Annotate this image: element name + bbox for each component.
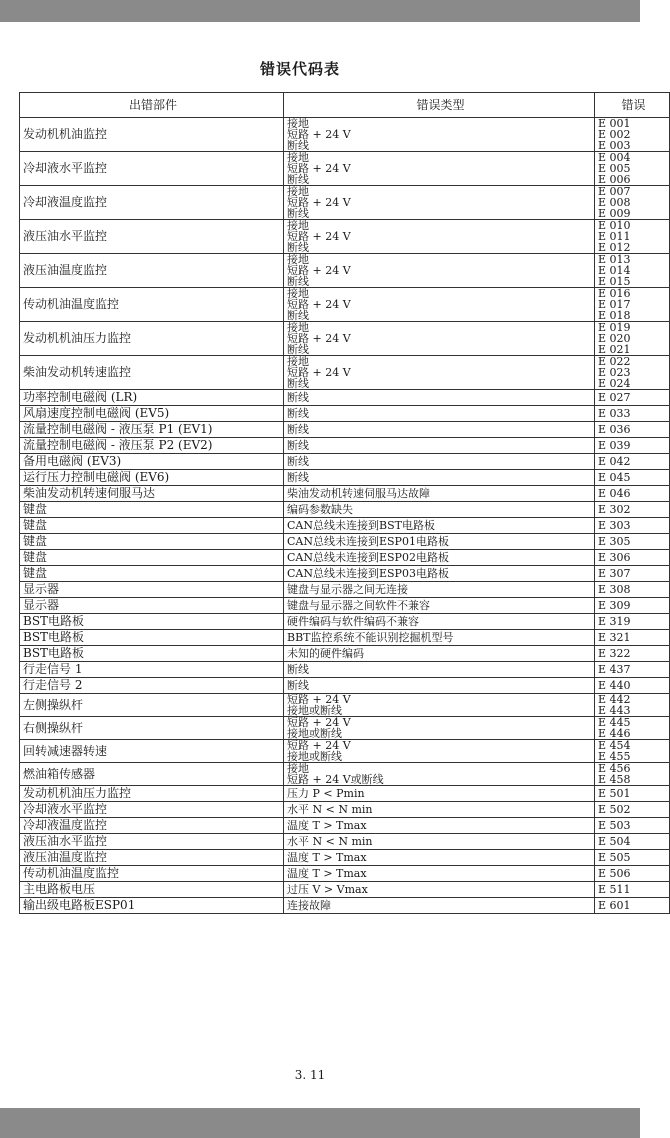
error-code-table-container [19, 92, 646, 1051]
error-code: E 005 [598, 162, 631, 175]
row-error-types [284, 152, 595, 186]
error-code: E 440 [598, 679, 631, 692]
row-error-codes [595, 486, 670, 502]
table-row [20, 220, 670, 254]
error-type: 断线 [287, 439, 309, 452]
row-error-types [284, 438, 595, 454]
error-code: E 505 [598, 851, 631, 864]
error-type: CAN总线未连接到ESP03电路板 [287, 567, 449, 580]
error-code: E 042 [598, 455, 631, 468]
row-error-codes [595, 694, 670, 717]
row-part: 发动机机油监控 [20, 118, 284, 152]
error-code: E 017 [598, 298, 631, 311]
table-row [20, 882, 670, 898]
error-type: 过压 V > Vmax [287, 883, 368, 896]
row-error-codes [595, 834, 670, 850]
error-code: E 046 [598, 487, 631, 500]
row-error-types [284, 470, 595, 486]
error-type: CAN总线未连接到ESP02电路板 [287, 551, 449, 564]
error-type: 接地 [287, 219, 309, 232]
table-row [20, 834, 670, 850]
row-error-types [284, 866, 595, 882]
table-row [20, 406, 670, 422]
row-error-codes [595, 534, 670, 550]
row-error-codes [595, 186, 670, 220]
row-part: BST电路板 [20, 630, 284, 646]
row-part: 柴油发动机转速伺服马达 [20, 486, 284, 502]
error-code: E 456 [598, 762, 631, 775]
row-part: 键盘 [20, 534, 284, 550]
error-code: E 303 [598, 519, 631, 532]
row-error-codes [595, 550, 670, 566]
table-row [20, 454, 670, 470]
row-error-types [284, 662, 595, 678]
error-type: 短路 + 24 V [287, 366, 351, 379]
row-error-types [284, 882, 595, 898]
row-part: 传动机油温度监控 [20, 288, 284, 322]
row-error-types [284, 390, 595, 406]
bottom-frame-band [0, 1108, 640, 1138]
page-title: 错误代码表 [259, 60, 340, 78]
error-code: E 039 [598, 439, 631, 452]
error-type: 断线 [287, 309, 309, 322]
row-error-codes [595, 518, 670, 534]
row-error-types [284, 454, 595, 470]
error-type: 断线 [287, 207, 309, 220]
row-error-codes [595, 786, 670, 802]
row-part: 备用电磁阀 (EV3) [20, 454, 284, 470]
table-row [20, 502, 670, 518]
error-type: 接地或断线 [287, 750, 342, 763]
row-error-codes [595, 898, 670, 914]
error-type: 断线 [287, 343, 309, 356]
row-error-types [284, 786, 595, 802]
top-frame-band [0, 0, 640, 22]
error-code: E 019 [598, 321, 631, 334]
row-error-codes [595, 717, 670, 740]
error-code: E 309 [598, 599, 631, 612]
row-error-codes [595, 646, 670, 662]
table-row [20, 518, 670, 534]
row-error-types [284, 422, 595, 438]
row-part: 键盘 [20, 550, 284, 566]
table-row [20, 550, 670, 566]
row-error-types [284, 220, 595, 254]
error-code: E 006 [598, 173, 631, 186]
error-code: E 003 [598, 139, 631, 152]
row-error-codes [595, 422, 670, 438]
header-error-type: 错误类型 [284, 93, 595, 118]
table-row [20, 786, 670, 802]
row-error-codes [595, 582, 670, 598]
row-error-types [284, 288, 595, 322]
error-code: E 319 [598, 615, 631, 628]
error-type: 接地 [287, 151, 309, 164]
error-code: E 446 [598, 727, 631, 740]
row-error-codes [595, 152, 670, 186]
row-error-codes [595, 288, 670, 322]
row-error-types [284, 118, 595, 152]
row-part: BST电路板 [20, 614, 284, 630]
error-code: E 014 [598, 264, 631, 277]
row-error-types [284, 834, 595, 850]
row-part: 行走信号 2 [20, 678, 284, 694]
error-code: E 302 [598, 503, 631, 516]
row-part: 柴油发动机转速监控 [20, 356, 284, 390]
row-error-codes [595, 566, 670, 582]
error-code: E 322 [598, 647, 631, 660]
row-error-types [284, 614, 595, 630]
error-type: 水平 N < N min [287, 803, 373, 816]
row-error-types [284, 646, 595, 662]
row-error-codes [595, 118, 670, 152]
error-code: E 015 [598, 275, 631, 288]
error-type: 温度 T > Tmax [287, 819, 367, 832]
error-type: 连接故障 [287, 899, 331, 912]
error-type: 断线 [287, 275, 309, 288]
error-code: E 021 [598, 343, 631, 356]
row-part: 键盘 [20, 518, 284, 534]
error-code: E 022 [598, 355, 631, 368]
row-error-types [284, 356, 595, 390]
table-row [20, 694, 670, 717]
row-error-types [284, 898, 595, 914]
table-header-row [20, 93, 670, 118]
table-row [20, 186, 670, 220]
row-error-types [284, 518, 595, 534]
row-part: 输出级电路板ESP01 [20, 898, 284, 914]
error-code: E 501 [598, 787, 631, 800]
row-part: 键盘 [20, 566, 284, 582]
error-type: 断线 [287, 407, 309, 420]
table-body [20, 118, 670, 914]
table-row [20, 866, 670, 882]
error-code: E 008 [598, 196, 631, 209]
row-error-types [284, 818, 595, 834]
row-error-types [284, 582, 595, 598]
row-part: 主电路板电压 [20, 882, 284, 898]
table-row [20, 118, 670, 152]
error-code: E 503 [598, 819, 631, 832]
error-type: 短路 + 24 V [287, 230, 351, 243]
row-part: 流量控制电磁阀 - 液压泵 P1 (EV1) [20, 422, 284, 438]
row-part: 显示器 [20, 582, 284, 598]
table-row [20, 356, 670, 390]
error-code: E 442 [598, 693, 631, 706]
error-code: E 012 [598, 241, 631, 254]
row-error-codes [595, 254, 670, 288]
error-code: E 502 [598, 803, 631, 816]
header-part: 出错部件 [20, 93, 284, 118]
row-error-codes [595, 850, 670, 866]
row-error-types [284, 740, 595, 763]
error-code: E 013 [598, 253, 631, 266]
row-part: 运行压力控制电磁阀 (EV6) [20, 470, 284, 486]
table-row [20, 288, 670, 322]
row-part: 左侧操纵杆 [20, 694, 284, 717]
page-number: 3. 11 [294, 1068, 326, 1082]
error-code: E 601 [598, 899, 631, 912]
error-type: 压力 P < Pmin [287, 787, 365, 800]
error-code: E 020 [598, 332, 631, 345]
row-part: 回转减速器转速 [20, 740, 284, 763]
row-error-types [284, 598, 595, 614]
row-error-types [284, 502, 595, 518]
error-type: 短路 + 24 V [287, 693, 351, 706]
table-row [20, 898, 670, 914]
error-type: 柴油发动机转速伺服马达故障 [287, 487, 430, 500]
row-part: 发动机机油压力监控 [20, 322, 284, 356]
table-row [20, 802, 670, 818]
error-type: 断线 [287, 173, 309, 186]
table-row [20, 152, 670, 186]
error-code-table [19, 92, 670, 914]
row-part: 液压油水平监控 [20, 220, 284, 254]
row-error-types [284, 630, 595, 646]
error-type: 短路 + 24 V [287, 128, 351, 141]
table-row [20, 630, 670, 646]
row-error-codes [595, 406, 670, 422]
row-part: 冷却液水平监控 [20, 152, 284, 186]
row-error-types [284, 566, 595, 582]
row-error-types [284, 534, 595, 550]
table-row [20, 422, 670, 438]
row-error-types [284, 322, 595, 356]
row-error-types [284, 254, 595, 288]
error-type: 接地 [287, 287, 309, 300]
row-error-types [284, 678, 595, 694]
row-part: 液压油温度监控 [20, 850, 284, 866]
error-type: 编码参数缺失 [287, 503, 353, 516]
table-row [20, 390, 670, 406]
error-type: 接地 [287, 185, 309, 198]
error-type: CAN总线未连接到BST电路板 [287, 519, 435, 532]
table-row [20, 646, 670, 662]
row-part: 冷却液水平监控 [20, 802, 284, 818]
row-part: 风扇速度控制电磁阀 (EV5) [20, 406, 284, 422]
row-part: 冷却液温度监控 [20, 818, 284, 834]
error-type: 短路 + 24 V [287, 196, 351, 209]
table-row [20, 818, 670, 834]
error-type: 接地或断线 [287, 704, 342, 717]
row-error-codes [595, 882, 670, 898]
table-row [20, 740, 670, 763]
error-type: 温度 T > Tmax [287, 867, 367, 880]
row-part: 燃油箱传感器 [20, 763, 284, 786]
error-code: E 443 [598, 704, 631, 717]
error-code: E 027 [598, 391, 631, 404]
error-type: 短路 + 24 V或断线 [287, 773, 384, 786]
row-error-codes [595, 630, 670, 646]
error-code: E 306 [598, 551, 631, 564]
error-code: E 004 [598, 151, 631, 164]
row-part: 液压油温度监控 [20, 254, 284, 288]
error-code: E 321 [598, 631, 631, 644]
row-error-codes [595, 763, 670, 786]
table-row [20, 534, 670, 550]
error-code: E 305 [598, 535, 631, 548]
table-row [20, 486, 670, 502]
table-row [20, 850, 670, 866]
table-row [20, 582, 670, 598]
error-code: E 002 [598, 128, 631, 141]
error-code: E 307 [598, 567, 631, 580]
error-type: 短路 + 24 V [287, 162, 351, 175]
header-error-code: 错误 [595, 93, 670, 118]
error-type: 接地 [287, 321, 309, 334]
row-part: 功率控制电磁阀 (LR) [20, 390, 284, 406]
error-type: 硬件编码与软件编码不兼容 [287, 615, 419, 628]
error-code: E 506 [598, 867, 631, 880]
error-type: 键盘与显示器之间无连接 [287, 583, 408, 596]
row-part: 液压油水平监控 [20, 834, 284, 850]
error-code: E 011 [598, 230, 631, 243]
table-row [20, 438, 670, 454]
error-type: CAN总线未连接到ESP01电路板 [287, 535, 449, 548]
error-type: 断线 [287, 455, 309, 468]
error-code: E 454 [598, 739, 631, 752]
row-error-codes [595, 322, 670, 356]
row-error-codes [595, 454, 670, 470]
error-code: E 001 [598, 117, 631, 130]
error-type: 短路 + 24 V [287, 264, 351, 277]
error-type: 未知的硬件编码 [287, 647, 364, 660]
error-code: E 018 [598, 309, 631, 322]
row-part: 行走信号 1 [20, 662, 284, 678]
row-error-types [284, 850, 595, 866]
error-type: 短路 + 24 V [287, 332, 351, 345]
error-type: 短路 + 24 V [287, 716, 351, 729]
error-code: E 045 [598, 471, 631, 484]
row-error-types [284, 406, 595, 422]
error-code: E 016 [598, 287, 631, 300]
row-error-types [284, 694, 595, 717]
error-type: 断线 [287, 391, 309, 404]
row-error-codes [595, 470, 670, 486]
error-code: E 511 [598, 883, 631, 896]
table-row [20, 254, 670, 288]
table-row [20, 763, 670, 786]
row-part: 流量控制电磁阀 - 液压泵 P2 (EV2) [20, 438, 284, 454]
error-code: E 007 [598, 185, 631, 198]
error-type: BBT监控系统不能识别挖掘机型号 [287, 631, 454, 644]
table-row [20, 662, 670, 678]
error-type: 断线 [287, 377, 309, 390]
row-error-types [284, 486, 595, 502]
row-error-types [284, 186, 595, 220]
error-code: E 023 [598, 366, 631, 379]
row-part: 冷却液温度监控 [20, 186, 284, 220]
row-error-codes [595, 818, 670, 834]
error-type: 键盘与显示器之间软件不兼容 [287, 599, 430, 612]
row-part: 显示器 [20, 598, 284, 614]
row-error-codes [595, 220, 670, 254]
row-part: 发动机机油压力监控 [20, 786, 284, 802]
row-error-codes [595, 356, 670, 390]
table-row [20, 566, 670, 582]
error-type: 接地 [287, 117, 309, 130]
row-part: 右侧操纵杆 [20, 717, 284, 740]
row-error-codes [595, 662, 670, 678]
row-error-codes [595, 802, 670, 818]
error-code: E 010 [598, 219, 631, 232]
error-code: E 033 [598, 407, 631, 420]
row-error-codes [595, 614, 670, 630]
error-type: 断线 [287, 679, 309, 692]
error-code: E 024 [598, 377, 631, 390]
error-type: 断线 [287, 241, 309, 254]
table-row [20, 678, 670, 694]
error-code: E 437 [598, 663, 631, 676]
row-error-codes [595, 598, 670, 614]
table-row [20, 322, 670, 356]
row-part: BST电路板 [20, 646, 284, 662]
row-error-codes [595, 438, 670, 454]
row-error-codes [595, 678, 670, 694]
error-type: 接地 [287, 253, 309, 266]
error-code: E 009 [598, 207, 631, 220]
error-code: E 445 [598, 716, 631, 729]
error-type: 接地 [287, 355, 309, 368]
table-row [20, 614, 670, 630]
error-code: E 458 [598, 773, 631, 786]
error-code: E 455 [598, 750, 631, 763]
row-error-types [284, 802, 595, 818]
row-error-types [284, 717, 595, 740]
error-code: E 308 [598, 583, 631, 596]
error-type: 断线 [287, 663, 309, 676]
error-type: 接地 [287, 762, 309, 775]
row-error-codes [595, 740, 670, 763]
row-part: 传动机油温度监控 [20, 866, 284, 882]
error-type: 短路 + 24 V [287, 739, 351, 752]
row-error-codes [595, 502, 670, 518]
row-part: 键盘 [20, 502, 284, 518]
error-type: 断线 [287, 471, 309, 484]
error-code: E 504 [598, 835, 631, 848]
error-type: 水平 N < N min [287, 835, 373, 848]
row-error-types [284, 550, 595, 566]
table-row [20, 717, 670, 740]
row-error-codes [595, 866, 670, 882]
error-type: 接地或断线 [287, 727, 342, 740]
table-row [20, 598, 670, 614]
row-error-types [284, 763, 595, 786]
row-error-codes [595, 390, 670, 406]
error-type: 温度 T > Tmax [287, 851, 367, 864]
error-type: 断线 [287, 139, 309, 152]
error-type: 短路 + 24 V [287, 298, 351, 311]
table-row [20, 470, 670, 486]
error-code: E 036 [598, 423, 631, 436]
error-type: 断线 [287, 423, 309, 436]
